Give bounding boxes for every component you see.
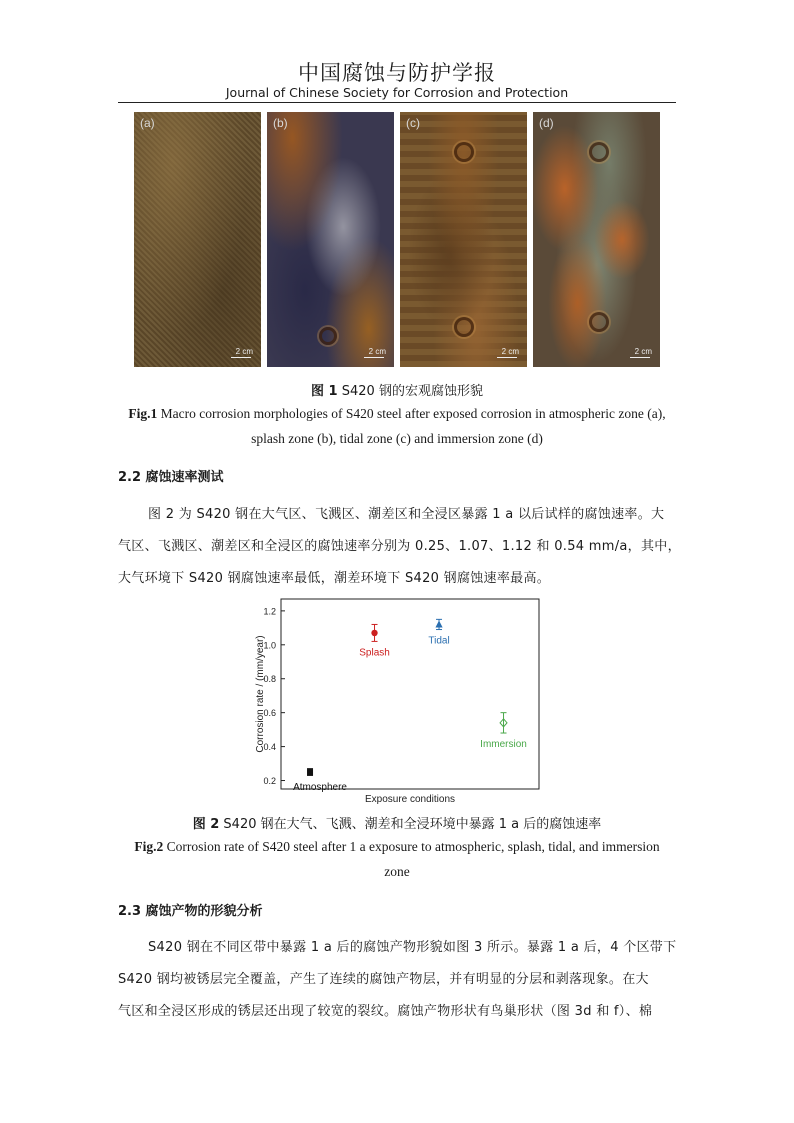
y-tick-label: 0.6 bbox=[263, 708, 276, 719]
data-point-splash bbox=[371, 630, 377, 636]
scale-bar bbox=[630, 357, 650, 358]
y-tick-label: 1.0 bbox=[263, 640, 276, 651]
figure1-caption-cn bbox=[0, 380, 794, 399]
photo-a-label: (a) bbox=[140, 116, 155, 130]
y-axis-ticks bbox=[263, 606, 285, 786]
photo-b-label: (b) bbox=[273, 116, 288, 130]
photo-b-scale: 2 cm bbox=[368, 347, 386, 356]
y-tick-label: 0.4 bbox=[263, 742, 276, 753]
bolt-hole bbox=[589, 312, 609, 332]
bolt-hole bbox=[319, 327, 337, 345]
paragraph-line: 大气环境下 S420 钢腐蚀速率最低，潮差环境下 S420 钢腐蚀速率最高。 bbox=[118, 571, 551, 586]
figure1-caption-en-line2: splash zone (b), tidal zone (c) and immersion zone (d) bbox=[251, 431, 543, 446]
section-heading-2-2: 2.2 腐蚀速率测试 bbox=[118, 470, 224, 485]
corrosion-rate-chart bbox=[240, 592, 560, 810]
figure2-label-cn: 图 2 bbox=[192, 817, 220, 832]
journal-title-en: Journal of Chinese Society for Corrosion and Protection bbox=[225, 85, 569, 100]
point-label-immersion: Immersion bbox=[480, 739, 527, 751]
photo-a-scale: 2 cm bbox=[235, 347, 253, 356]
plot-frame bbox=[281, 599, 539, 789]
scale-bar bbox=[364, 357, 384, 358]
photo-d-label: (d) bbox=[539, 116, 554, 130]
paragraph-line: 图 2 为 S420 钢在大气区、飞溅区、潮差区和全浸区暴露 1 a 以后试样的腐蚀速率。大 bbox=[148, 507, 665, 522]
y-tick-label: 1.2 bbox=[263, 606, 276, 617]
y-tick-label: 0.2 bbox=[263, 776, 276, 787]
photo-d-scale: 2 cm bbox=[634, 347, 652, 356]
scale-bar bbox=[497, 357, 517, 358]
paragraph-line: S420 钢在不同区带中暴露 1 a 后的腐蚀产物形貌如图 3 所示。暴露 1 a 后，4 个区带下 bbox=[148, 940, 677, 955]
figure1-caption-cn-text: S420 钢的宏观腐蚀形貌 bbox=[337, 384, 483, 399]
photo-c bbox=[400, 112, 527, 367]
section-heading-2-3: 2.3 腐蚀产物的形貌分析 bbox=[118, 904, 263, 919]
y-axis-label: Corrosion rate / (mm/year) bbox=[255, 635, 266, 753]
header-rule bbox=[118, 102, 676, 103]
data-points bbox=[293, 619, 527, 793]
photo-b bbox=[267, 112, 394, 367]
figure1-label-cn: 图 1 bbox=[311, 384, 338, 399]
figure2-caption-cn bbox=[0, 813, 794, 832]
bolt-hole bbox=[454, 317, 474, 337]
figure1-caption-en-line1 bbox=[0, 406, 794, 422]
figure2-label-en: Fig.2 bbox=[134, 839, 164, 854]
y-tick-label: 0.8 bbox=[263, 674, 276, 685]
bolt-hole bbox=[589, 142, 609, 162]
data-point-atmosphere bbox=[307, 769, 313, 775]
figure2-caption-en-line2: zone bbox=[384, 864, 410, 879]
x-axis-label: Exposure conditions bbox=[364, 794, 456, 805]
figure1-label-en: Fig.1 bbox=[128, 406, 158, 421]
data-point-tidal bbox=[435, 620, 442, 627]
paragraph-line: 气区和全浸区形成的锈层还出现了较宽的裂纹。腐蚀产物形状有鸟巢形状（图 3d 和 f）、棉 bbox=[118, 1004, 653, 1019]
journal-title-cn: 中国腐蚀与防护学报 bbox=[298, 61, 496, 85]
photo-c-label: (c) bbox=[406, 116, 420, 130]
figure2-caption-en-line1 bbox=[0, 839, 794, 855]
photo-d bbox=[533, 112, 660, 367]
photo-c-scale: 2 cm bbox=[501, 347, 519, 356]
photo-a bbox=[134, 112, 261, 367]
paragraph-line: 气区、飞溅区、潮差区和全浸区的腐蚀速率分别为 0.25、1.07、1.12 和 0.54 mm/a，其中， bbox=[118, 539, 681, 554]
bolt-hole bbox=[454, 142, 474, 162]
point-label-splash: Splash bbox=[359, 647, 390, 659]
figure2-caption-cn-text: S420 钢在大气、飞溅、潮差和全浸环境中暴露 1 a 后的腐蚀速率 bbox=[219, 817, 602, 832]
scale-bar bbox=[231, 357, 251, 358]
figure2-caption-en-text: Corrosion rate of S420 steel after 1 a exposure to atmospheric, splash, tidal, and immersion bbox=[163, 839, 660, 854]
paragraph-line: S420 钢均被锈层完全覆盖，产生了连续的腐蚀产物层，并有明显的分层和剥落现象。在大 bbox=[118, 972, 649, 987]
point-label-tidal: Tidal bbox=[428, 635, 450, 647]
figure1-caption-en-text: Macro corrosion morphologies of S420 steel after exposed corrosion in atmospheric zone (a), bbox=[157, 406, 666, 421]
point-label-atmosphere: Atmosphere bbox=[293, 782, 347, 794]
